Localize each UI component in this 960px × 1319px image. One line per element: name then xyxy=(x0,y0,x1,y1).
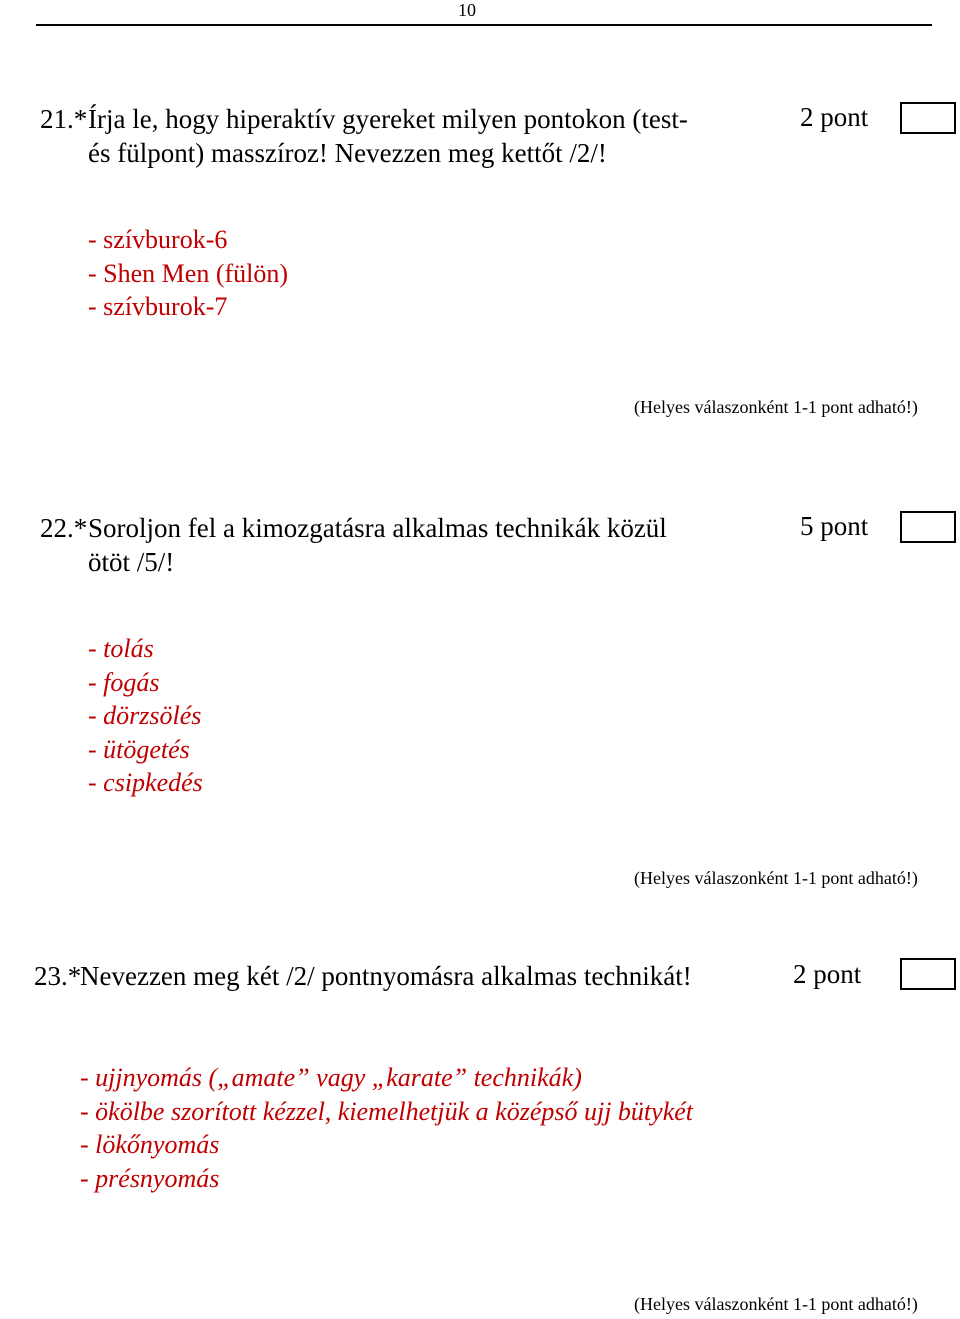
answer-item: - lökőnyomás xyxy=(80,1130,220,1159)
score-box[interactable] xyxy=(900,511,956,543)
points-label: 2 pont xyxy=(800,102,869,132)
scoring-note: (Helyes válaszonként 1-1 pont adható!) xyxy=(634,868,918,888)
answer-item: - szívburok-6 xyxy=(88,225,228,254)
question-number: 22.* xyxy=(40,513,88,543)
question-text-line2: ötöt /5/! xyxy=(88,547,175,577)
answer-item: - ütögetés xyxy=(88,734,190,764)
answer-item: - tolás xyxy=(88,634,154,663)
answer-item: - ujjnyomás („amate” vagy „karate” technikák) xyxy=(80,1063,582,1092)
answer-item: - dörzsölés xyxy=(88,701,202,730)
header-rule xyxy=(36,24,932,26)
answer-list xyxy=(80,1061,693,1195)
answer-item: - Shen Men (fülön) xyxy=(88,258,289,288)
answer-item: - ökölbe szorított kézzel, kiemelhetjük a középső ujj bütykét xyxy=(80,1096,693,1126)
scoring-note: (Helyes válaszonként 1-1 pont adható!) xyxy=(634,1294,918,1314)
scoring-note: (Helyes válaszonként 1-1 pont adható!) xyxy=(634,397,918,417)
points-label: 5 pont xyxy=(800,511,869,541)
question-text-line2: és fülpont) masszíroz! Nevezzen meg kettőt /2/! xyxy=(88,138,607,168)
points-label: 2 pont xyxy=(793,959,862,989)
answer-item: - présnyomás xyxy=(80,1163,220,1193)
question-text-line1: Írja le, hogy hiperaktív gyereket milyen pontokon (test- xyxy=(88,104,688,134)
question-number: 23.* xyxy=(34,961,82,991)
answer-list xyxy=(88,223,288,324)
question-text-line1: Nevezzen meg két /2/ pontnyomásra alkalmas technikát! xyxy=(80,961,692,991)
answer-item: - csipkedés xyxy=(88,768,203,797)
question-text-line1: Soroljon fel a kimozgatásra alkalmas technikák közül xyxy=(88,513,667,543)
answer-list xyxy=(88,632,203,800)
score-box[interactable] xyxy=(900,958,956,990)
score-box[interactable] xyxy=(900,102,956,134)
answer-item: - fogás xyxy=(88,667,160,697)
answer-item: - szívburok-7 xyxy=(88,292,228,321)
page-number: 10 xyxy=(458,0,476,20)
question-number: 21.* xyxy=(40,104,88,134)
